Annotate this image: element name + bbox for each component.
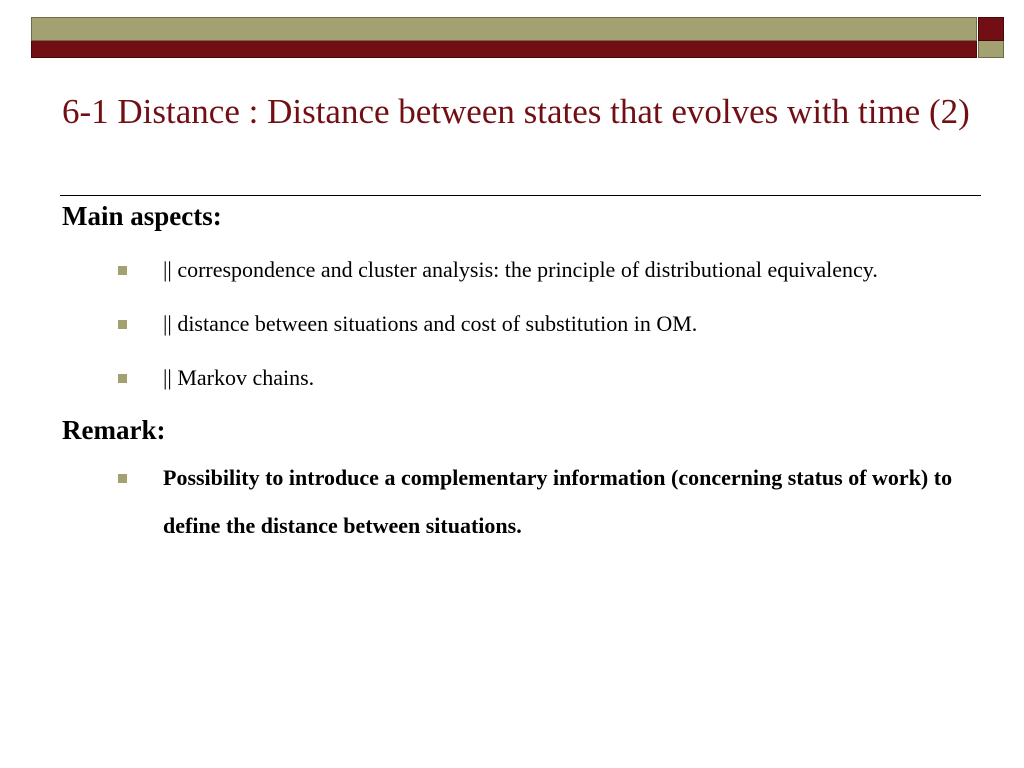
list-item xyxy=(62,300,982,348)
item-marker: || xyxy=(163,257,172,282)
item-text: Possibility to introduce a complementary information (concerning status of work) to define the distance between situations. xyxy=(163,465,953,538)
item-text: distance between situations and cost of substitution in OM. xyxy=(171,311,698,336)
main-aspects-heading: Main aspects: xyxy=(62,201,222,231)
square-bullet-icon xyxy=(118,474,127,483)
slide-title: 6-1 Distance : Distance between states that evolves with time (2) xyxy=(62,92,970,131)
header-square-olive xyxy=(978,41,1004,58)
header-bar-maroon xyxy=(31,41,977,58)
square-bullet-icon xyxy=(118,374,127,383)
header-square-maroon xyxy=(978,17,1004,41)
header-bar-olive xyxy=(31,17,977,41)
remark-heading: Remark: xyxy=(62,415,166,445)
item-text: Markov chains. xyxy=(171,365,315,390)
list-item xyxy=(62,246,982,294)
item-marker: || xyxy=(163,365,172,390)
square-bullet-icon xyxy=(118,266,127,275)
square-bullet-icon xyxy=(118,320,127,329)
main-aspects-list xyxy=(62,246,982,402)
remark-list xyxy=(62,454,982,550)
list-item xyxy=(62,454,982,550)
item-marker: || xyxy=(163,311,172,336)
slide-body xyxy=(62,196,982,550)
list-item xyxy=(62,354,982,402)
item-text: correspondence and cluster analysis: the principle of distributional equivalency. xyxy=(171,257,878,282)
